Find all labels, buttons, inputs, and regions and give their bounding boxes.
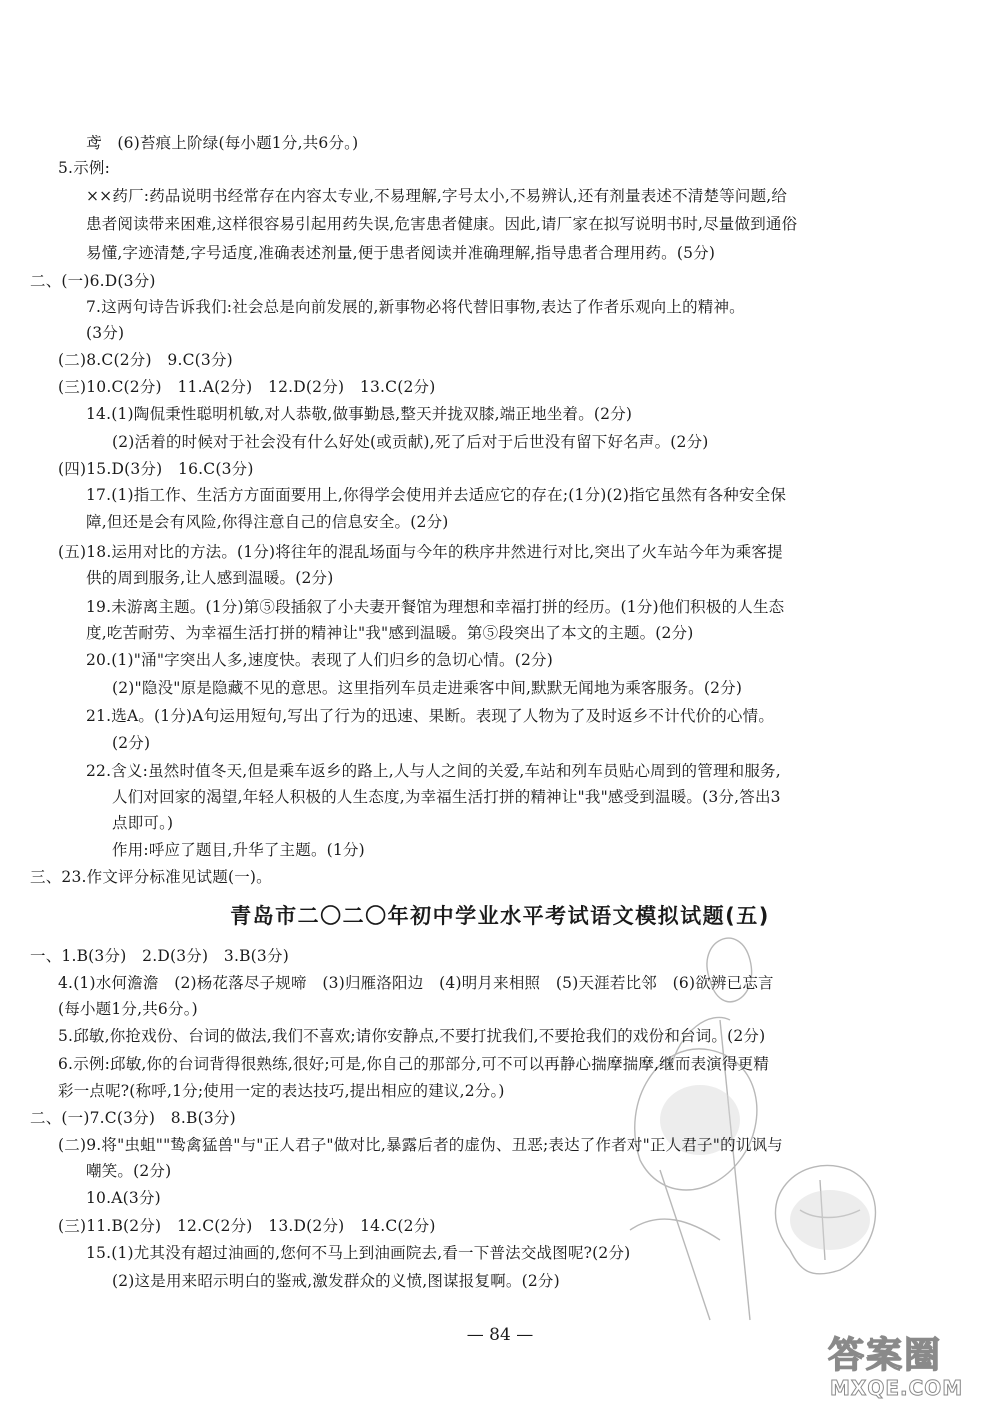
text-line: 19.未游离主题。(1分)第⑤段插叙了小夫妻开餐馆为理想和幸福打拼的经历。(1分)他们积极的人生态 [86, 598, 785, 616]
text-line: 嘲笑。(2分) [86, 1162, 172, 1180]
text-line: 人们对回家的渴望,年轻人积极的人生态度,为幸福生活打拼的精神让"我"感受到温暖。(3分,答出3 [112, 788, 781, 806]
text-line: 供的周到服务,让人感到温暖。(2分) [86, 569, 334, 587]
text-line: 5.示例: [58, 159, 111, 177]
text-line: (2)"隐没"原是隐藏不见的意思。这里指列车员走进乘客中间,默默无闻地为乘客服务。(2分) [112, 679, 743, 697]
text-line: 彩一点呢?(称呼,1分;使用一定的表达技巧,提出相应的建议,2分。) [58, 1082, 505, 1100]
text-line: 10.A(3分) [86, 1189, 161, 1207]
text-line: 20.(1)"涌"字突出人多,速度快。表现了人们归乡的急切心情。(2分) [86, 651, 553, 669]
text-line: (二)8.C(2分) 9.C(3分) [58, 351, 233, 369]
text-line: 14.(1)陶侃秉性聪明机敏,对人恭敬,做事勤恳,整天并拢双膝,端正地坐着。(2分) [86, 405, 633, 423]
text-line: 6.示例:邱敏,你的台词背得很熟练,很好;可是,你自己的那部分,可不可以再静心揣摩揣摩,继而表演得更精 [58, 1055, 770, 1073]
text-line: 15.(1)尤其没有超过油画的,您何不马上到油画院去,看一下普法交战图呢?(2分) [86, 1244, 631, 1262]
text-line: (2分) [112, 734, 151, 752]
text-line: (五)18.运用对比的方法。(1分)将往年的混乱场面与今年的秩序井然进行对比,突出了火车站今年为乘客提 [58, 543, 783, 561]
text-line: 7.这两句诗告诉我们:社会总是向前发展的,新事物必将代替旧事物,表达了作者乐观向上的精神。 [86, 298, 745, 316]
text-line: (3分) [86, 324, 125, 342]
text-line: (2)活着的时候对于社会没有什么好处(或贡献),死了后对于后世没有留下好名声。(2分) [112, 433, 709, 451]
text-line: 21.选A。(1分)A句运用短句,写出了行为的迅速、果断。表现了人物为了及时返乡不计代价的心情。 [86, 707, 775, 725]
text-line: 4.(1)水何澹澹 (2)杨花落尽子规啼 (3)归雁洛阳边 (4)明月来相照 (5)天涯若比邻 (6)欲辨已忘言 [58, 974, 774, 992]
text-line: 鸢 (6)苔痕上阶绿(每小题1分,共6分。) [86, 134, 359, 152]
watermark-logo [820, 1325, 995, 1403]
text-line: 点即可。) [112, 814, 174, 832]
text-line: (三)11.B(2分) 12.C(2分) 13.D(2分) 14.C(2分) [58, 1217, 436, 1235]
text-line: 22.含义:虽然时值冬天,但是乘车返乡的路上,人与人之间的关爱,车站和列车员贴心周到的管理和服务, [86, 762, 781, 780]
svg-text:MXQE.COM: MXQE.COM [830, 1376, 964, 1400]
text-line: 患者阅读带来困难,这样很容易引起用药失误,危害患者健康。因此,请厂家在拟写说明书时,尽量做到通俗 [86, 215, 798, 233]
text-line: 度,吃苦耐劳、为幸福生活打拼的精神让"我"感到温暖。第⑤段突出了本文的主题。(2分) [86, 624, 694, 642]
text-line: 5.邱敏,你抢戏份、台词的做法,我们不喜欢;请你安静点,不要打扰我们,不要抢我们的戏份和台词。(2分) [58, 1027, 766, 1045]
text-line: (每小题1分,共6分。) [58, 1000, 198, 1018]
exam-title: 青岛市二〇二〇年初中学业水平考试语文模拟试题(五) [230, 904, 770, 928]
text-line: 二、(一)6.D(3分) [30, 272, 156, 290]
page-number: — 84 — [466, 1325, 534, 1345]
text-line: ××药厂:药品说明书经常存在内容太专业,不易理解,字号太小,不易辨认,还有剂量表述不清楚等问题,给 [86, 187, 788, 205]
text-line: 易懂,字迹清楚,字号适度,准确表述剂量,便于患者阅读并准确理解,指导患者合理用药。(5分) [86, 244, 716, 262]
text-line: (四)15.D(3分) 16.C(3分) [58, 460, 254, 478]
text-line: (二)9.将"虫蛆""鸷禽猛兽"与"正人君子"做对比,暴露后者的虚伪、丑恶;表达了作者对"正人君子"的讥讽与 [58, 1136, 783, 1154]
text-line: 二、(一)7.C(3分) 8.B(3分) [30, 1109, 236, 1127]
text-line: (三)10.C(2分) 11.A(2分) 12.D(2分) 13.C(2分) [58, 378, 436, 396]
text-line: 一、1.B(3分) 2.D(3分) 3.B(3分) [30, 947, 289, 965]
text-line: (2)这是用来昭示明白的鉴戒,激发群众的义愤,图谋报复啊。(2分) [112, 1272, 560, 1290]
text-line: 障,但还是会有风险,你得注意自己的信息安全。(2分) [86, 513, 449, 531]
text-line: 17.(1)指工作、生活方方面面要用上,你得学会使用并去适应它的存在;(1分)(2)指它虽然有各种安全保 [86, 486, 787, 504]
text-line: 三、23.作文评分标准见试题(一)。 [30, 868, 272, 886]
svg-text:答案圈: 答案圈 [828, 1335, 943, 1376]
text-line: 作用:呼应了题目,升华了主题。(1分) [112, 841, 365, 859]
